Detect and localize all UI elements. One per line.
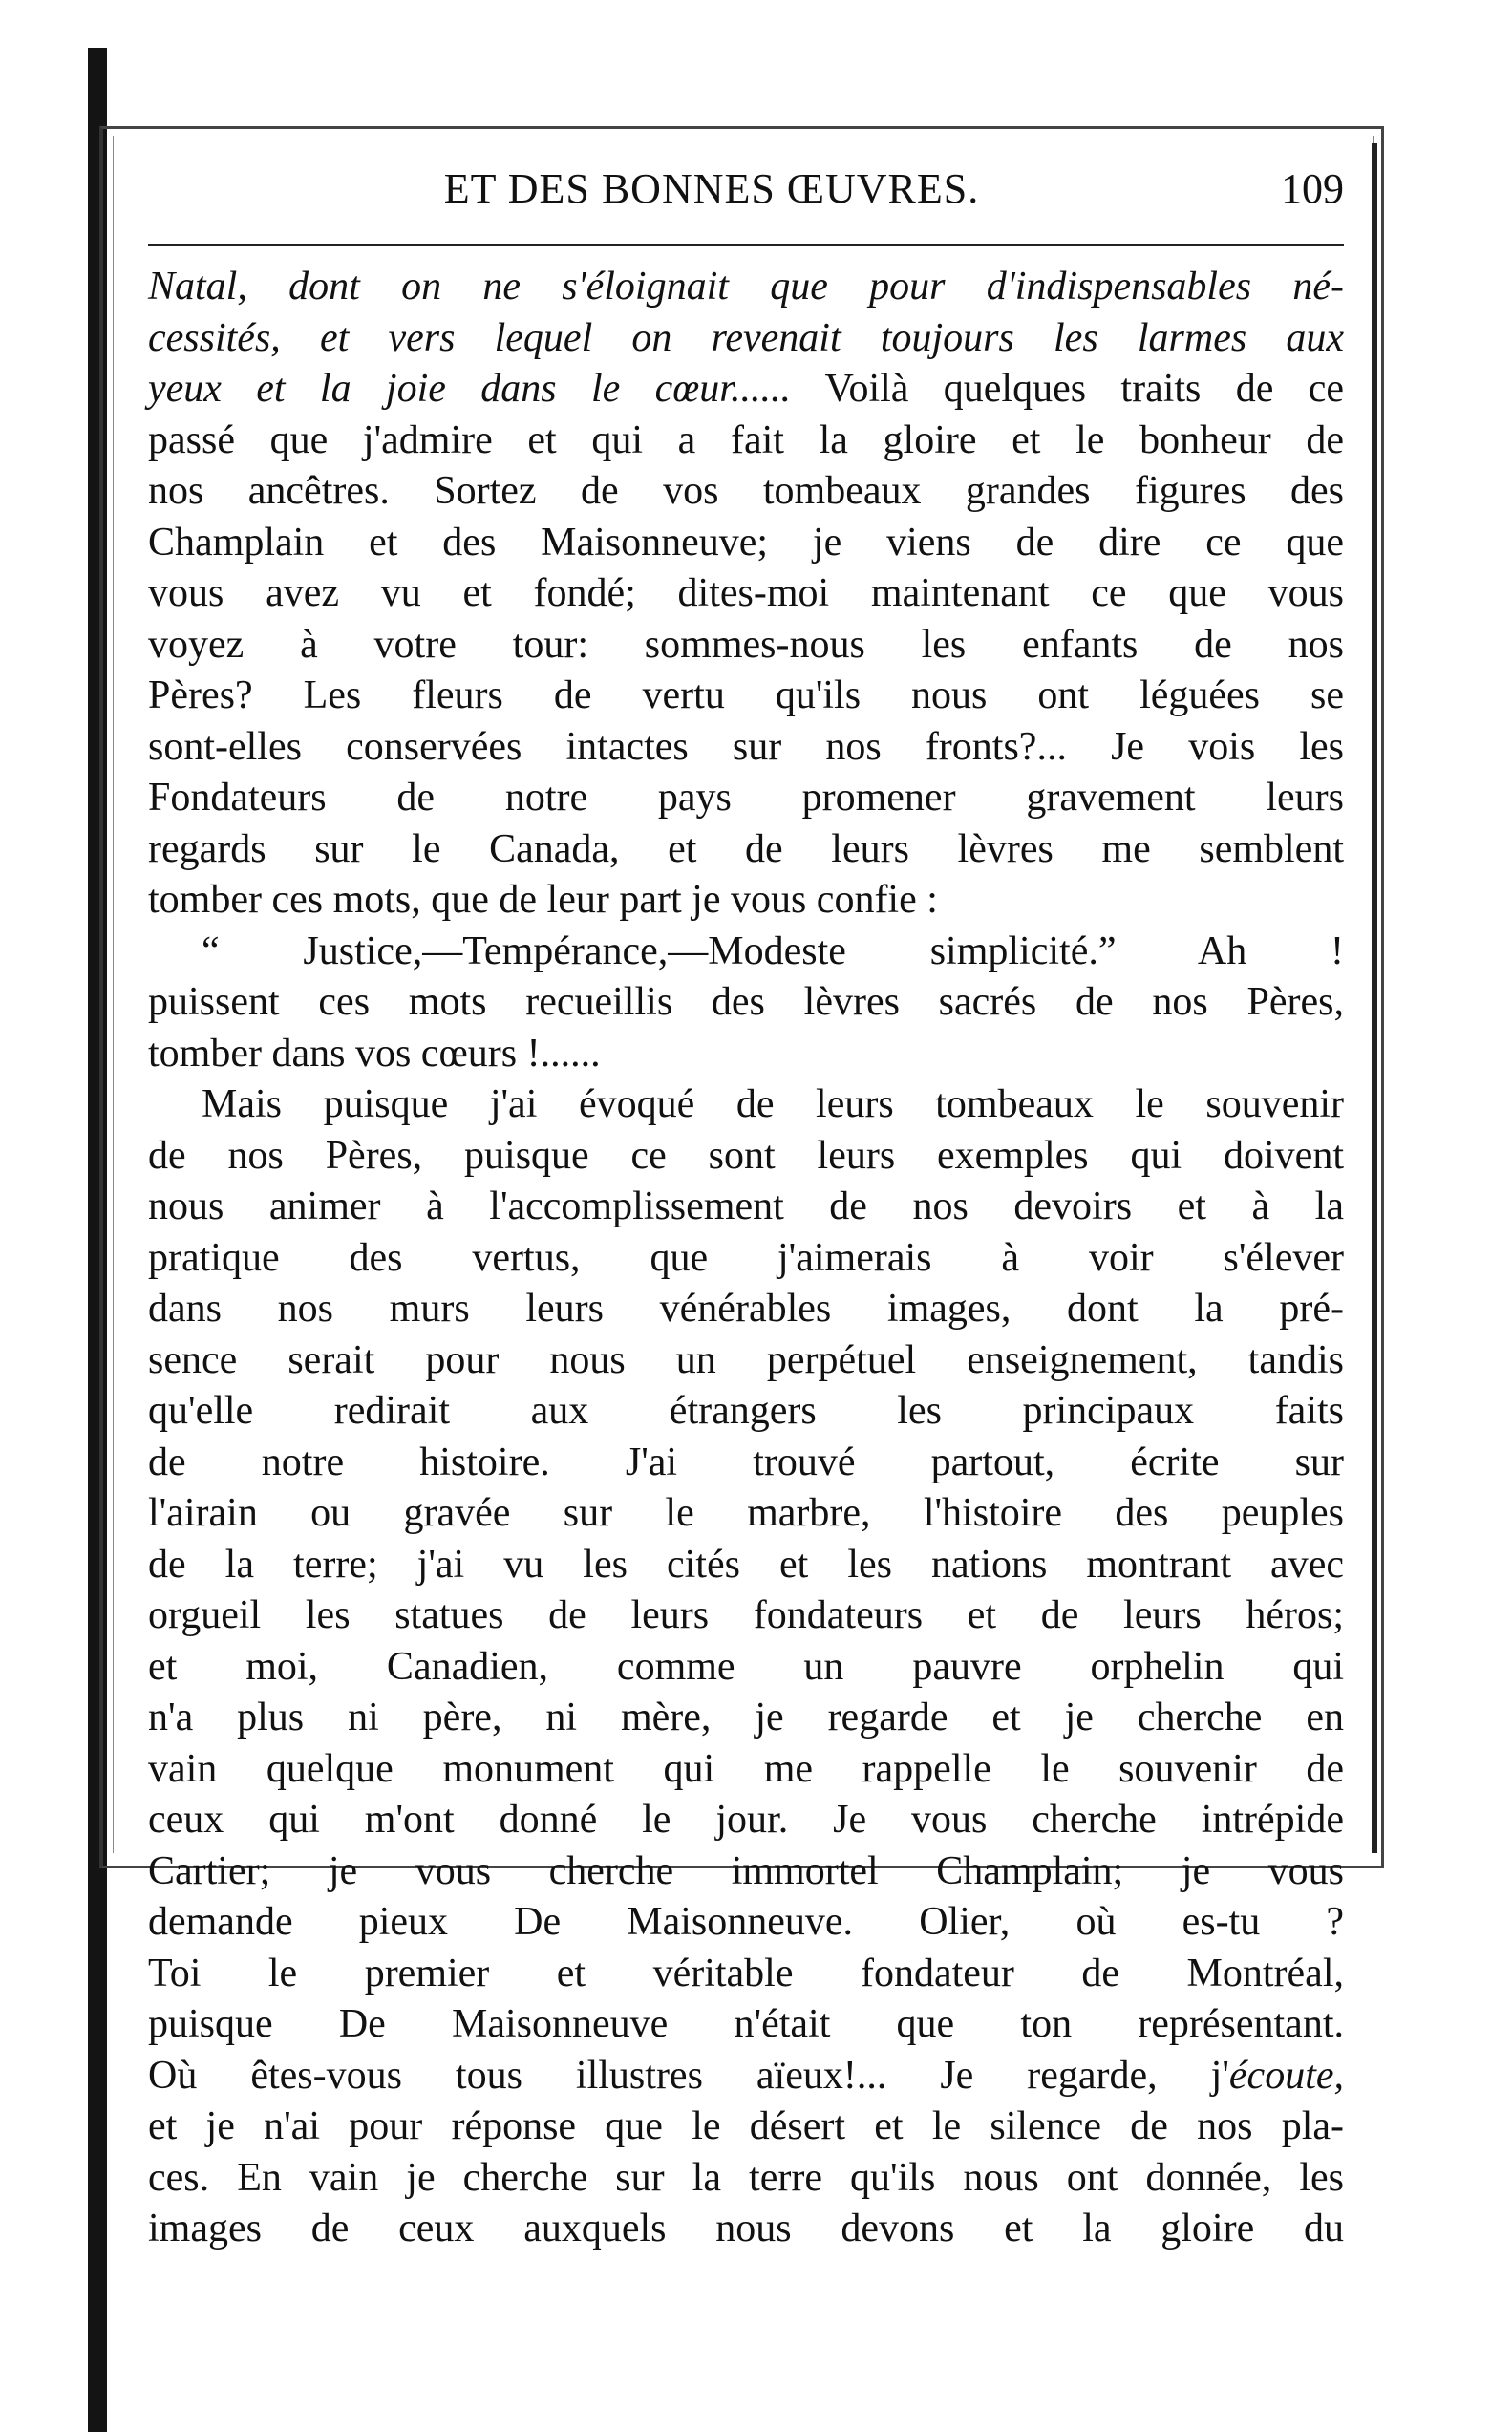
text-line: vain quelque monument qui me rappelle le souvenir de [148, 1746, 1344, 1791]
header-rule [148, 244, 1344, 246]
text-line: Mais puisque j'ai évoqué de leurs tombeaux le souvenir [202, 1082, 1344, 1126]
text-line-roman-part: Voilà quelques traits de ce [790, 367, 1345, 411]
text-line: ceux qui m'ont donné le jour. Je vous cherche intrépide [148, 1798, 1344, 1842]
text-line: et je n'ai pour réponse que le désert et le silence de nos pla- [148, 2104, 1344, 2148]
text-line: puisque De Maisonneuve n'était que ton représentant. [148, 2002, 1344, 2046]
text-line: images de ceux auxquels nous devons et la gloire du [148, 2207, 1344, 2251]
text-line-italic-part: yeux et la joie dans le cœur...... [148, 367, 791, 411]
text-line: Fondateurs de notre pays promener gravement leurs [148, 776, 1344, 820]
text-line: demande pieux De Maisonneuve. Olier, où es-tu ? [148, 1900, 1344, 1944]
text-line: Toi le premier et véritable fondateur de Montréal, [148, 1951, 1344, 1995]
text-line: tomber ces mots, que de leur part je vous confie : [148, 878, 938, 922]
text-line: nous animer à l'accomplissement de nos devoirs et à la [148, 1184, 1344, 1228]
text-line: de notre histoire. J'ai trouvé partout, écrite sur [148, 1440, 1344, 1484]
page-number: 109 [1281, 165, 1344, 212]
text-line-roman-part: Où êtes-vous tous illustres aïeux!... Je regarde, j' [148, 2053, 1229, 2098]
text-line: de nos Pères, puisque ce sont leurs exemples qui doivent [148, 1133, 1344, 1178]
text-line: pratique des vertus, que j'aimerais à voir s'élever [148, 1235, 1344, 1280]
text-line: voyez à votre tour: sommes-nous les enfants de nos [148, 622, 1344, 667]
text-line [148, 364, 1344, 416]
text-line: Champlain et des Maisonneuve; je viens de dire ce que [148, 520, 1344, 565]
text-line: “ Justice,—Tempérance,—Modeste simplicité.” Ah ! [202, 928, 1344, 973]
text-line: qu'elle redirait aux étrangers les principaux faits [148, 1389, 1344, 1433]
text-line: Cartier; je vous cherche immortel Champlain; je vous [148, 1848, 1344, 1893]
text-line: vous avez vu et fondé; dites-moi maintenant ce que vous [148, 571, 1344, 615]
text-line: n'a plus ni père, ni mère, je regarde et je cherche en [148, 1696, 1344, 1739]
text-line: puissent ces mots recueillis des lèvres sacrés de nos Pères, [148, 980, 1344, 1024]
text-line: tomber dans vos cœurs !...... [148, 1031, 601, 1076]
text-line: cessités, et vers lequel on revenait toujours les larmes aux [148, 315, 1344, 360]
text-line: Natal, dont on ne s'éloignait que pour d'indispensables né- [148, 265, 1344, 309]
text-line: Pères? Les fleurs de vertu qu'ils nous ont léguées se [148, 673, 1344, 717]
text-line: orgueil les statues de leurs fondateurs et de leurs héros; [148, 1593, 1344, 1637]
page-border-right-edge [1372, 143, 1377, 1853]
text-line: regards sur le Canada, et de leurs lèvres me semblent [148, 826, 1344, 871]
text-line: l'airain ou gravée sur le marbre, l'histoire des peuples [148, 1491, 1344, 1535]
text-line: sence serait pour nous un perpétuel enseignement, tandis [148, 1337, 1344, 1382]
text-line [148, 2051, 1344, 2102]
text-line: dans nos murs leurs vénérables images, dont la pré- [148, 1287, 1344, 1331]
text-line-italic-part: écoute, [1228, 2053, 1344, 2098]
text-line: nos ancêtres. Sortez de vos tombeaux grandes figures des [148, 469, 1344, 513]
text-line: sont-elles conservées intactes sur nos fronts?... Je vois les [148, 724, 1344, 769]
body-text [148, 262, 1344, 2255]
running-header [148, 160, 1344, 222]
text-line: et moi, Canadien, comme un pauvre orphelin qui [148, 1644, 1344, 1689]
text-line: passé que j'admire et qui a fait la gloire et le bonheur de [148, 417, 1344, 462]
text-line: ces. En vain je cherche sur la terre qu'ils nous ont donnée, les [148, 2155, 1344, 2200]
running-head-title: ET DES BONNES ŒUVRES. [443, 165, 980, 212]
text-line: de la terre; j'ai vu les cités et les nations montrant avec [148, 1542, 1344, 1587]
